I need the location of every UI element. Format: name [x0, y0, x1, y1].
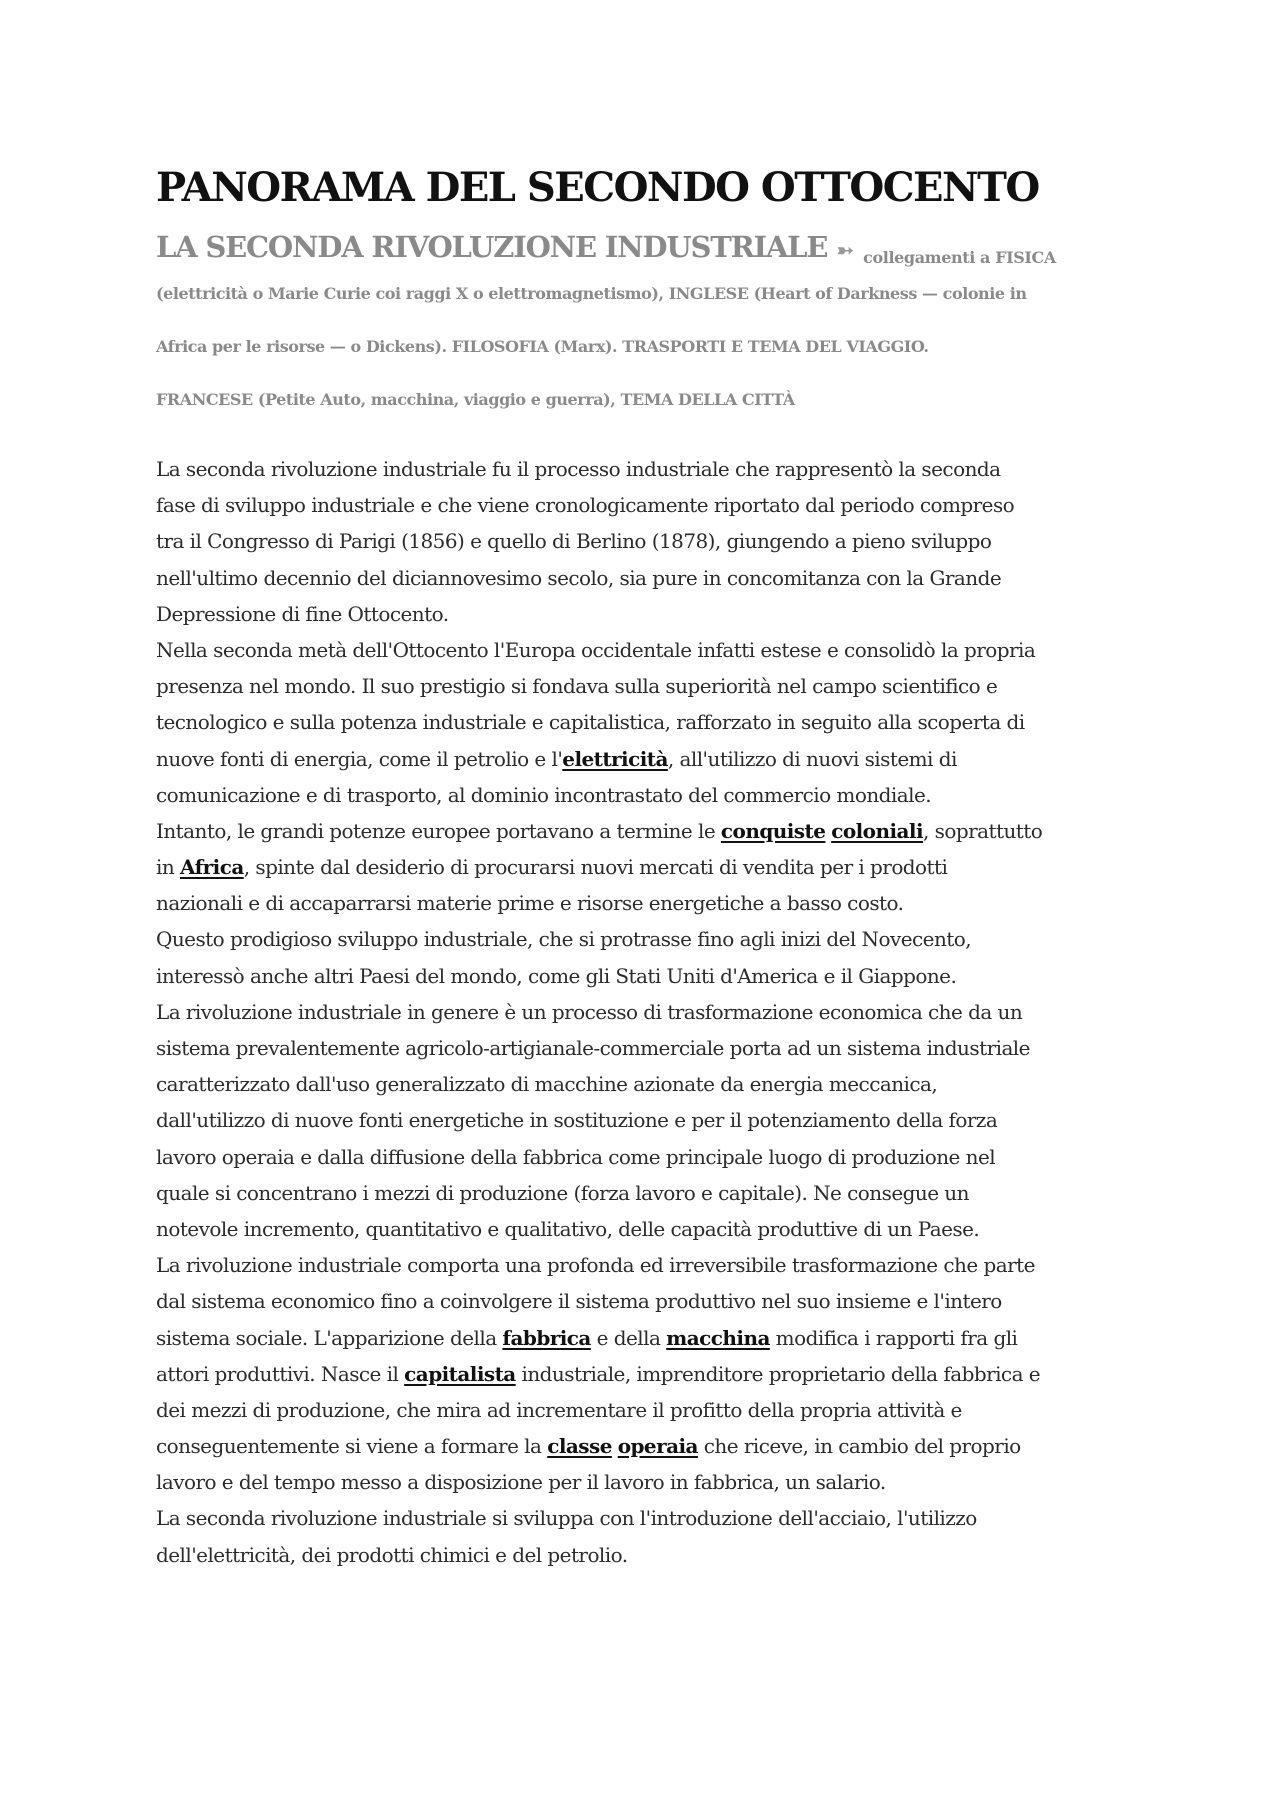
body-text-run: dall'utilizzo di nuove fonti energetiche in sostituzione e per il potenziamento della forza — [156, 1108, 998, 1133]
body-text-run: modifica i rapporti fra gli — [769, 1325, 1018, 1350]
keyword-conquiste: conquiste — [720, 818, 826, 843]
keyword-capitalista: capitalista — [404, 1361, 516, 1386]
body-line — [156, 1211, 1128, 1247]
arrow-icon: ➳ — [836, 238, 854, 262]
body-text-run: dal sistema economico fino a coinvolgere il sistema produttivo nel suo insieme e l'intero — [156, 1289, 1002, 1314]
body-text-run: che riceve, in cambio del proprio — [697, 1434, 1021, 1459]
body-text — [156, 451, 1128, 1573]
keyword-fabbrica: fabbrica — [502, 1325, 591, 1350]
keyword-africa: Africa — [180, 855, 244, 880]
page-title: PANORAMA DEL SECONDO OTTOCENTO — [156, 164, 1039, 211]
body-line — [156, 668, 1128, 704]
body-line — [156, 1537, 1128, 1573]
body-text-run: tra il Congresso di Parigi (1856) e quello di Berlino (1878), giungendo a pieno sviluppo — [156, 529, 992, 554]
body-text-run: presenza nel mondo. Il suo prestigio si fondava sulla superiorità nel campo scientifico e — [156, 674, 998, 699]
body-line — [156, 921, 1128, 957]
keyword-operaia: operaia — [617, 1434, 698, 1459]
body-text-run: lavoro operaia e dalla diffusione della fabbrica come principale luogo di produzione nel — [156, 1144, 996, 1169]
body-text-run: e della — [590, 1325, 667, 1350]
body-line — [156, 1500, 1128, 1536]
body-line — [156, 451, 1128, 487]
body-text-run: sistema prevalentemente agricolo-artigianale-commerciale porta ad un sistema industriale — [156, 1036, 1030, 1060]
links-line: (elettricità o Marie Curie coi raggi X o elettromagnetismo), INGLESE (Heart of Darkness — colonie in — [156, 284, 1027, 303]
body-text-run: interessò anche altri Paesi del mondo, come gli Stati Uniti d'America e il Giappone. — [156, 963, 957, 988]
keyword-classe: classe — [547, 1434, 612, 1459]
body-text-run: Intanto, le grandi potenze europee portavano a termine le — [156, 818, 721, 843]
keyword-macchina: macchina — [666, 1325, 770, 1350]
body-text-run: La seconda rivoluzione industriale fu il processo industriale che rappresentò la seconda — [156, 457, 1001, 481]
body-text-run: nazionali e di accaparrarsi materie prime e risorse energetiche a basso costo. — [156, 891, 904, 916]
body-text-run: dei mezzi di produzione, che mira ad incrementare il profitto della propria attività e — [156, 1397, 962, 1422]
subtitle-links-intro: collegamenti a FISICA — [863, 248, 1056, 267]
body-line — [156, 560, 1128, 596]
body-line — [156, 849, 1128, 885]
body-line — [156, 1320, 1128, 1356]
body-text-run: sistema sociale. L'apparizione della — [156, 1325, 503, 1350]
body-line — [156, 1283, 1128, 1319]
body-line — [156, 1247, 1128, 1283]
body-text-run: lavoro e del tempo messo a disposizione per il lavoro in fabbrica, un salario. — [156, 1470, 886, 1495]
body-line — [156, 632, 1128, 668]
body-line — [156, 958, 1128, 994]
section-subtitle — [156, 230, 1128, 267]
subtitle-heading: LA SECONDA RIVOLUZIONE INDUSTRIALE — [156, 230, 828, 264]
body-text-run: quale si concentrano i mezzi di produzione (forza lavoro e capitale). Ne consegue un — [156, 1180, 969, 1205]
body-text-run: La seconda rivoluzione industriale si sviluppa con l'introduzione dell'acciaio, l'utilizzo — [156, 1506, 977, 1531]
keyword-elettricit: elettricità — [562, 746, 668, 771]
body-text-run: attori produttivi. Nasce il — [156, 1361, 405, 1386]
body-line — [156, 885, 1128, 921]
body-line — [156, 1030, 1128, 1066]
body-line — [156, 523, 1128, 559]
body-line — [156, 777, 1128, 813]
body-text-run: industriale, imprenditore proprietario della fabbrica e — [515, 1361, 1041, 1386]
body-line — [156, 813, 1128, 849]
body-text-run: nell'ultimo decennio del diciannovesimo secolo, sia pure in concomitanza con la Grande — [156, 565, 1002, 590]
body-text-run: nuove fonti di energia, come il petrolio e l' — [156, 746, 563, 771]
links-line: Africa per le risorse — o Dickens). FILOSOFIA (Marx). TRASPORTI E TEMA DEL VIAGGIO. — [156, 337, 929, 356]
body-line — [156, 741, 1128, 777]
body-line — [156, 596, 1128, 632]
body-text-run: dell'elettricità, dei prodotti chimici e del petrolio. — [156, 1542, 628, 1567]
body-text-run: Depressione di fine Ottocento. — [156, 601, 449, 626]
cross-subject-links — [156, 267, 1128, 426]
body-text-run: La rivoluzione industriale comporta una profonda ed irreversibile trasformazione che parte — [156, 1253, 1035, 1278]
body-text-run: Questo prodigioso sviluppo industriale, che si protrasse fino agli inizi del Novecento, — [156, 927, 972, 952]
body-line — [156, 1392, 1128, 1428]
body-line — [156, 994, 1128, 1030]
body-text-run: conseguentemente si viene a formare la — [156, 1434, 548, 1459]
body-line — [156, 1139, 1128, 1175]
keyword-coloniali: coloniali — [831, 818, 924, 843]
body-text-run: comunicazione e di trasporto, al dominio incontrastato del commercio mondiale. — [156, 782, 932, 807]
body-text-run: in — [156, 855, 180, 880]
body-text-run: notevole incremento, quantitativo e qualitativo, delle capacità produttive di un Paese. — [156, 1216, 980, 1241]
body-line — [156, 704, 1128, 740]
body-text-run: Nella seconda metà dell'Ottocento l'Europa occidentale infatti estese e consolidò la propria — [156, 637, 1036, 662]
links-line: FRANCESE (Petite Auto, macchina, viaggio e guerra), TEMA DELLA CITTÀ — [156, 390, 795, 409]
body-line — [156, 1428, 1128, 1464]
body-text-run: , all'utilizzo di nuovi sistemi di — [667, 746, 957, 771]
body-text-run: tecnologico e sulla potenza industriale e capitalistica, rafforzato in seguito alla scoperta di — [156, 710, 1025, 735]
body-text-run: , soprattutto — [923, 818, 1043, 843]
body-line — [156, 1102, 1128, 1138]
body-line — [156, 487, 1128, 523]
body-text-run: La rivoluzione industriale in genere è un processo di trasformazione economica che da un — [156, 999, 1023, 1024]
body-line — [156, 1066, 1128, 1102]
body-text-run: , spinte dal desiderio di procurarsi nuovi mercati di vendita per i prodotti — [243, 855, 948, 880]
body-text-run: caratterizzato dall'uso generalizzato di macchine azionate da energia meccanica, — [156, 1072, 938, 1097]
body-line — [156, 1356, 1128, 1392]
body-line — [156, 1464, 1128, 1500]
body-line — [156, 1175, 1128, 1211]
body-text-run: fase di sviluppo industriale e che viene cronologicamente riportato dal periodo compreso — [156, 493, 1015, 518]
